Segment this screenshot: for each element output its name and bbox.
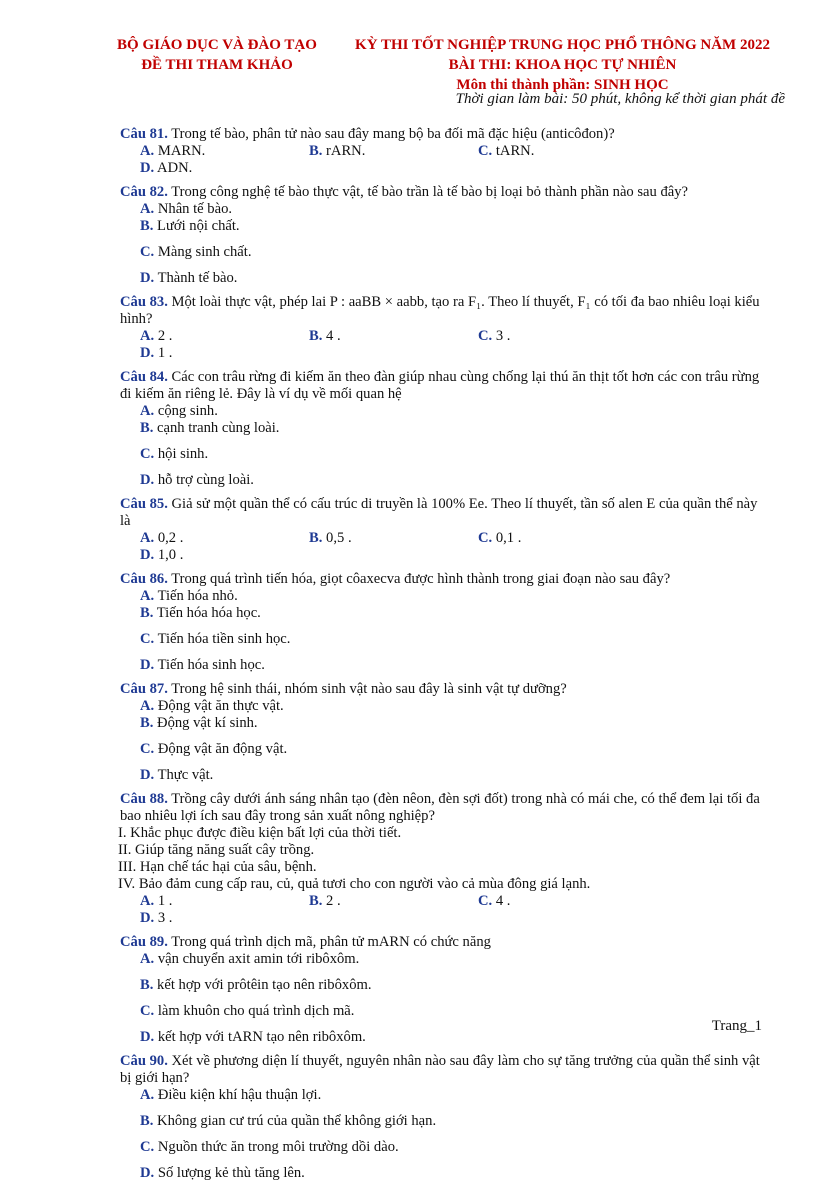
answer-option[interactable]	[140, 767, 458, 784]
option-text: Tiến hóa hóa học.	[156, 605, 261, 621]
question-number: Câu 83.	[120, 294, 168, 310]
question-list	[120, 126, 770, 1189]
answer-option[interactable]	[140, 910, 309, 927]
option-label: A.	[140, 1087, 155, 1103]
answer-option[interactable]	[140, 588, 458, 605]
ministry-name: BỘ GIÁO DỤC VÀ ĐÀO TẠO	[117, 37, 317, 53]
option-text: Số lượng kẻ thù tăng lên.	[157, 1165, 305, 1181]
question-text	[120, 681, 770, 698]
question-83	[120, 294, 770, 362]
answer-option[interactable]	[140, 951, 760, 968]
option-text: làm khuôn cho quá trình dịch mã.	[157, 1003, 355, 1019]
question-stem: Trong hệ sinh thái, nhóm sinh vật nào sau đây là sinh vật tự dưỡng?	[171, 681, 567, 697]
option-label: C.	[478, 143, 493, 159]
option-label: D.	[140, 472, 155, 488]
answer-option[interactable]	[140, 631, 458, 648]
statement: I. Khắc phục được điều kiện bất lợi của thời tiết.	[118, 825, 402, 841]
answer-option[interactable]	[140, 530, 309, 547]
question-number: Câu 84.	[120, 369, 168, 385]
option-label: C.	[140, 446, 155, 462]
option-text: 3 .	[495, 328, 511, 344]
option-list	[120, 201, 770, 287]
question-text	[120, 934, 770, 951]
question-number: Câu 89.	[120, 934, 168, 950]
question-stem: Một loài thực vật, phép lai P : aaBB × aabb, tạo ra F₁. Theo lí thuyết, F₁ có tối đa bao nhiêu loại kiểu hình?	[120, 294, 760, 327]
question-text	[120, 184, 770, 201]
option-text: 2 .	[157, 328, 173, 344]
option-label: D.	[140, 657, 155, 673]
answer-option[interactable]	[140, 328, 309, 345]
option-label: B.	[140, 605, 154, 621]
option-text: kết hợp với tARN tạo nên ribôxôm.	[157, 1029, 366, 1045]
option-text: 1 .	[157, 345, 173, 361]
answer-option[interactable]	[309, 893, 478, 910]
option-list	[120, 328, 770, 362]
option-text: 1,0 .	[157, 547, 184, 563]
answer-option[interactable]	[309, 328, 478, 345]
answer-option[interactable]	[140, 270, 458, 287]
question-stem: Trong quá trình tiến hóa, giọt côaxecva được hình thành trong giai đoạn nào sau đây?	[171, 571, 671, 587]
option-text: MARN.	[157, 143, 206, 159]
option-text: hỗ trợ cùng loài.	[157, 472, 254, 488]
option-label: C.	[478, 328, 493, 344]
option-label: C.	[478, 530, 493, 546]
answer-option[interactable]	[140, 403, 458, 420]
option-text: 2 .	[326, 893, 341, 909]
option-label: A.	[140, 893, 155, 909]
answer-option[interactable]	[140, 446, 458, 463]
option-list	[120, 143, 770, 177]
answer-option[interactable]	[140, 657, 458, 674]
option-text: rARN.	[326, 143, 366, 159]
option-list	[120, 698, 770, 784]
answer-option[interactable]	[140, 244, 458, 261]
time-note: Thời gian làm bài: 50 phút, không kể thời gian phát đề	[455, 91, 785, 107]
question-number: Câu 81.	[120, 126, 168, 142]
answer-option[interactable]	[140, 1087, 760, 1104]
question-90	[120, 1053, 770, 1182]
question-number: Câu 87.	[120, 681, 168, 697]
question-88	[120, 791, 770, 927]
option-label: B.	[309, 143, 323, 159]
option-label: D.	[140, 1029, 155, 1045]
option-label: A.	[140, 698, 155, 714]
option-label: D.	[140, 547, 155, 563]
option-text: cộng sinh.	[157, 403, 218, 419]
question-85	[120, 496, 770, 564]
option-label: D.	[140, 345, 155, 361]
option-label: C.	[140, 1139, 155, 1155]
question-84	[120, 369, 770, 489]
answer-option[interactable]	[140, 1139, 760, 1156]
option-label: A.	[140, 201, 155, 217]
answer-option[interactable]	[140, 472, 458, 489]
option-text: Không gian cư trú của quần thể không giới hạn.	[157, 1113, 437, 1129]
answer-option[interactable]	[140, 1113, 760, 1130]
header-right	[340, 35, 785, 95]
option-text: Màng sinh chất.	[157, 244, 252, 260]
option-list	[120, 951, 770, 1046]
statement: III. Hạn chế tác hại của sâu, bệnh.	[118, 859, 317, 875]
answer-option[interactable]	[309, 530, 478, 547]
question-text	[120, 369, 770, 403]
option-label: D.	[140, 767, 155, 783]
option-label: B.	[140, 715, 154, 731]
option-label: A.	[140, 951, 155, 967]
option-text: Tiến hóa sinh học.	[157, 657, 265, 673]
question-stem: Giả sử một quần thể có cấu trúc di truyền là 100% Ee. Theo lí thuyết, tần số alen E của quần thể này là	[120, 496, 758, 529]
question-text	[120, 294, 770, 328]
option-label: A.	[140, 143, 155, 159]
option-label: B.	[140, 977, 154, 993]
statement-list	[118, 825, 770, 893]
option-text: cạnh tranh cùng loài.	[157, 420, 280, 436]
answer-option[interactable]	[478, 143, 647, 160]
question-number: Câu 88.	[120, 791, 168, 807]
option-label: B.	[309, 530, 323, 546]
question-number: Câu 85.	[120, 496, 168, 512]
option-label: C.	[478, 893, 493, 909]
answer-option[interactable]	[140, 218, 458, 235]
option-list	[120, 530, 770, 564]
option-list	[120, 1087, 770, 1182]
option-list	[120, 588, 770, 674]
option-label: A.	[140, 403, 155, 419]
option-list	[120, 403, 770, 489]
question-number: Câu 90.	[120, 1053, 168, 1069]
option-label: D.	[140, 1165, 155, 1181]
option-label: B.	[309, 328, 323, 344]
option-text: ADN.	[157, 160, 193, 176]
option-label: C.	[140, 244, 155, 260]
question-stem: Trong tế bào, phân tử nào sau đây mang bộ ba đối mã đặc hiệu (anticôđon)?	[171, 126, 615, 142]
answer-option[interactable]	[309, 143, 478, 160]
option-label: B.	[140, 1113, 154, 1129]
option-text: Lưới nội chất.	[157, 218, 240, 234]
question-stem: Trong công nghệ tế bào thực vật, tế bào trần là tế bào bị loại bỏ thành phần nào sau đây?	[171, 184, 689, 200]
option-text: 0,2 .	[157, 530, 184, 546]
paper-title: BÀI THI: KHOA HỌC TỰ NHIÊN	[448, 57, 677, 73]
option-text: 3 .	[157, 910, 173, 926]
option-text: Tiến hóa nhỏ.	[157, 588, 238, 604]
question-text	[120, 791, 770, 825]
option-text: Thực vật.	[157, 767, 214, 783]
option-label: B.	[140, 218, 154, 234]
answer-option[interactable]	[140, 741, 458, 758]
option-label: B.	[140, 420, 154, 436]
question-number: Câu 82.	[120, 184, 168, 200]
option-text: kết hợp với prôtêin tạo nên ribôxôm.	[157, 977, 372, 993]
option-label: B.	[309, 893, 323, 909]
option-text: Nguồn thức ăn trong môi trường dồi dào.	[157, 1139, 399, 1155]
option-label: C.	[140, 631, 155, 647]
page-number: Trang_1	[711, 1018, 762, 1034]
option-text: 4 .	[495, 893, 511, 909]
question-81	[120, 126, 770, 177]
option-label: A.	[140, 588, 155, 604]
option-text: 0,5 .	[326, 530, 352, 546]
question-text	[120, 1053, 770, 1087]
question-82	[120, 184, 770, 287]
question-text	[120, 126, 770, 143]
question-stem: Trồng cây dưới ánh sáng nhân tạo (đèn nêon, đèn sợi đốt) trong nhà có mái che, có thể đem lại tối đa bao nhiêu lợi ích sau đây trong sản xuất nông nghiệp?	[120, 791, 760, 824]
answer-option[interactable]	[140, 143, 309, 160]
question-text	[120, 496, 770, 530]
option-text: 1 .	[157, 893, 173, 909]
option-label: C.	[140, 741, 155, 757]
option-text: tARN.	[495, 143, 535, 159]
answer-option[interactable]	[140, 715, 458, 732]
option-text: hội sinh.	[157, 446, 209, 462]
option-label: D.	[140, 160, 155, 176]
option-text: Động vật ăn thực vật.	[157, 698, 284, 714]
option-text: Tiến hóa tiền sinh học.	[157, 631, 291, 647]
question-stem: Trong quá trình dịch mã, phân tử mARN có chức năng	[171, 934, 491, 950]
option-text: vận chuyển axit amin tới ribôxôm.	[157, 951, 360, 967]
answer-option[interactable]	[140, 698, 458, 715]
answer-option[interactable]	[140, 201, 458, 218]
option-label: D.	[140, 270, 155, 286]
question-86	[120, 571, 770, 674]
question-stem: Xét về phương diện lí thuyết, nguyên nhân nào sau đây làm cho sự tăng trưởng của quần thể sinh vật bị giới hạn?	[120, 1053, 760, 1086]
question-87	[120, 681, 770, 784]
answer-option[interactable]	[140, 1029, 760, 1046]
answer-option[interactable]	[140, 547, 309, 564]
option-label: D.	[140, 910, 155, 926]
answer-option[interactable]	[140, 605, 458, 622]
answer-option[interactable]	[140, 420, 458, 437]
subject-title: Môn thi thành phần: SINH HỌC	[456, 77, 669, 93]
answer-option[interactable]	[140, 977, 760, 994]
option-text: Thành tế bào.	[157, 270, 238, 286]
answer-option[interactable]	[140, 160, 309, 177]
option-text: Nhân tế bào.	[157, 201, 233, 217]
exam-title: KỲ THI TỐT NGHIỆP TRUNG HỌC PHỔ THÔNG NĂM 2022	[355, 37, 770, 53]
answer-option[interactable]	[478, 328, 647, 345]
answer-option[interactable]	[140, 893, 309, 910]
question-89	[120, 934, 770, 1046]
option-text: Động vật ăn động vật.	[157, 741, 288, 757]
statement: II. Giúp tăng năng suất cây trồng.	[118, 842, 315, 858]
question-number: Câu 86.	[120, 571, 168, 587]
answer-option[interactable]	[140, 345, 309, 362]
option-list	[120, 893, 770, 927]
question-text	[120, 571, 770, 588]
option-label: A.	[140, 530, 155, 546]
header-left	[92, 35, 342, 75]
answer-option[interactable]	[140, 1003, 760, 1020]
option-text: 0,1 .	[495, 530, 522, 546]
option-label: A.	[140, 328, 155, 344]
option-label: C.	[140, 1003, 155, 1019]
answer-option[interactable]	[140, 1165, 760, 1182]
exam-type: ĐỀ THI THAM KHẢO	[141, 57, 293, 73]
option-text: Điều kiện khí hậu thuận lợi.	[157, 1087, 322, 1103]
answer-option[interactable]	[478, 893, 647, 910]
question-stem: Các con trâu rừng đi kiếm ăn theo đàn giúp nhau cùng chống lại thú ăn thịt tốt hơn các con trâu rừng đi kiếm ăn riêng lẻ. Đây là ví dụ về mối quan hệ	[120, 369, 760, 402]
answer-option[interactable]	[478, 530, 647, 547]
option-text: Động vật kí sinh.	[157, 715, 258, 731]
statement: IV. Bảo đảm cung cấp rau, củ, quả tươi cho con người vào cả mùa đông giá lạnh.	[118, 876, 591, 892]
option-text: 4 .	[326, 328, 341, 344]
